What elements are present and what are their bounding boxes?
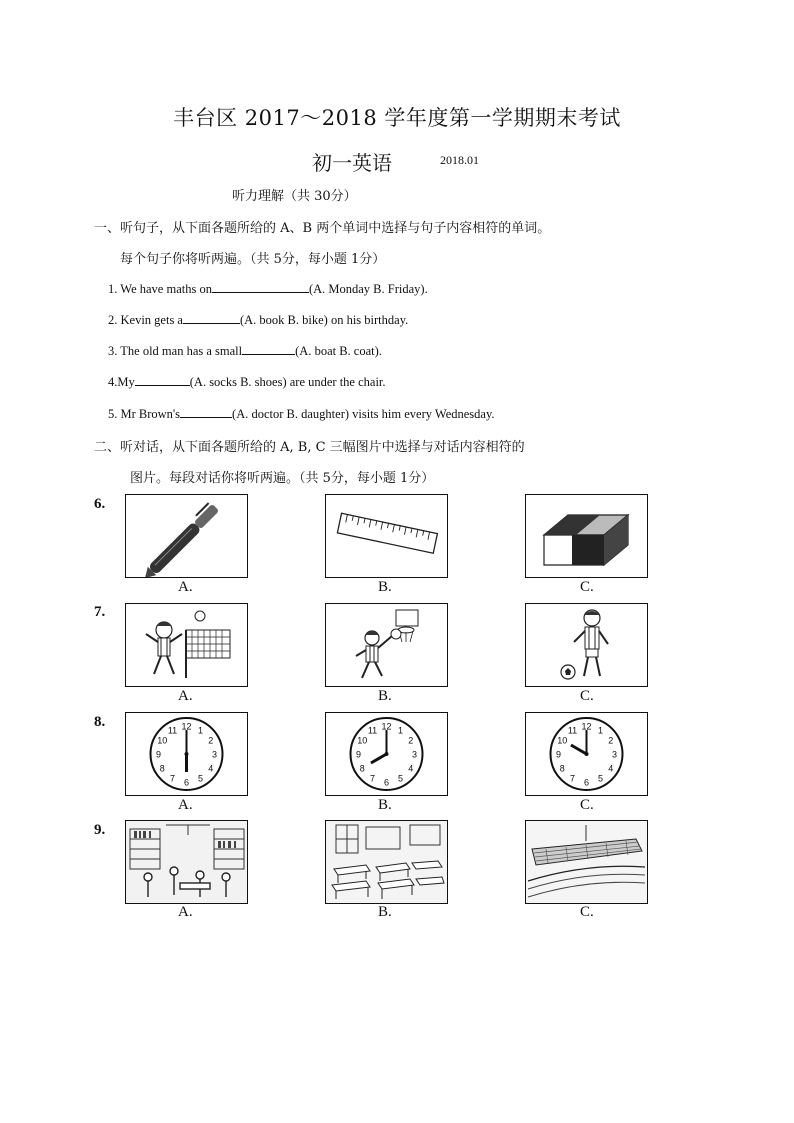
answer-blank-3[interactable] bbox=[242, 342, 295, 355]
clock-number: 2 bbox=[608, 735, 614, 746]
option-8b[interactable] bbox=[325, 712, 448, 796]
clock-number: 5 bbox=[197, 773, 204, 784]
clock-number: 12 bbox=[381, 721, 392, 732]
part2-note: 图片。每段对话你将听两遍。（共 5分，每小题 1分） bbox=[130, 471, 435, 486]
question-2-options: (A. book B. bike) on his birthday. bbox=[239, 313, 409, 327]
section-heading: 听力理解（共 30分） bbox=[232, 189, 357, 204]
option-8c[interactable] bbox=[525, 712, 648, 796]
option-7c-label: C. bbox=[580, 688, 594, 704]
answer-blank-1[interactable] bbox=[212, 280, 309, 293]
question-3-options: (A. boat B. coat). bbox=[295, 344, 382, 358]
clock-number: 3 bbox=[611, 749, 618, 760]
option-6c[interactable] bbox=[525, 494, 648, 578]
part1-note: 每个句子你将听两遍。（共 5分，每小题 1分） bbox=[120, 252, 386, 267]
question-3-text: 3. The old man has a small bbox=[108, 344, 243, 358]
question-1-options: (A. Monday B. Friday). bbox=[308, 282, 428, 296]
question-2-text: 2. Kevin gets a bbox=[108, 313, 183, 327]
answer-blank-4[interactable] bbox=[135, 373, 190, 386]
clock-number: 2 bbox=[208, 735, 214, 746]
question-5 bbox=[108, 405, 495, 422]
clock-number: 4 bbox=[408, 763, 414, 774]
question-5-text: 5. Mr Brown's bbox=[108, 407, 181, 421]
question-8-number: 8. bbox=[94, 714, 106, 730]
clock-number: 12 bbox=[581, 721, 592, 732]
classroom-icon bbox=[326, 821, 447, 903]
option-7a[interactable] bbox=[125, 603, 248, 687]
clock-center bbox=[585, 752, 589, 756]
clock-number: 10 bbox=[357, 735, 368, 746]
clock-number: 7 bbox=[169, 773, 176, 784]
clock-number: 2 bbox=[408, 735, 414, 746]
clock-number: 6 bbox=[183, 777, 190, 788]
option-8c-label: C. bbox=[580, 797, 594, 813]
pen-icon bbox=[126, 495, 247, 577]
library-icon bbox=[126, 821, 247, 903]
question-1 bbox=[108, 280, 428, 297]
clock-number: 1 bbox=[397, 725, 404, 736]
subject-title: 初一英语 bbox=[312, 151, 392, 175]
clock-center bbox=[185, 752, 189, 756]
exam-title: 丰台区 2017～2018 学年度第一学期期末考试 bbox=[173, 106, 621, 130]
option-9a[interactable] bbox=[125, 820, 248, 904]
option-6c-label: C. bbox=[580, 579, 594, 595]
clock-number: 9 bbox=[355, 749, 362, 760]
clock-number: 8 bbox=[359, 763, 365, 774]
clock-number: 3 bbox=[411, 749, 418, 760]
clock-number: 1 bbox=[597, 725, 604, 736]
clock-number: 5 bbox=[597, 773, 604, 784]
clock-number: 4 bbox=[208, 763, 214, 774]
question-6-number: 6. bbox=[94, 496, 106, 512]
option-8b-label: B. bbox=[378, 797, 392, 813]
option-9a-label: A. bbox=[178, 904, 193, 920]
basketball-player-icon bbox=[326, 604, 447, 686]
clock-number: 6 bbox=[583, 777, 590, 788]
question-7-number: 7. bbox=[94, 604, 106, 620]
clock-center bbox=[385, 752, 389, 756]
clock-six-icon bbox=[126, 713, 247, 795]
volleyball-player-icon bbox=[126, 604, 247, 686]
clock-number: 9 bbox=[555, 749, 562, 760]
question-4-text: 4.My bbox=[108, 375, 135, 389]
ruler-icon bbox=[326, 495, 447, 577]
question-3 bbox=[108, 342, 382, 359]
option-7c[interactable] bbox=[525, 603, 648, 687]
clock-number: 12 bbox=[181, 721, 192, 732]
option-8a[interactable] bbox=[125, 712, 248, 796]
clock-number: 1 bbox=[197, 725, 204, 736]
part1-heading: 一、听句子，从下面各题所给的 A、B 两个单词中选择与句子内容相符的单词。 bbox=[94, 221, 551, 236]
clock-number: 10 bbox=[557, 735, 568, 746]
clock-number: 5 bbox=[397, 773, 404, 784]
option-9c[interactable] bbox=[525, 820, 648, 904]
answer-blank-2[interactable] bbox=[183, 311, 240, 324]
clock-number: 11 bbox=[567, 725, 578, 736]
option-6a-label: A. bbox=[178, 579, 193, 595]
option-7b-label: B. bbox=[378, 688, 392, 704]
option-8a-label: A. bbox=[178, 797, 193, 813]
clock-number: 8 bbox=[159, 763, 165, 774]
clock-number: 7 bbox=[369, 773, 376, 784]
clock-number: 6 bbox=[383, 777, 390, 788]
option-9b[interactable] bbox=[325, 820, 448, 904]
question-4 bbox=[108, 373, 386, 390]
answer-blank-5[interactable] bbox=[180, 405, 232, 418]
clock-eight-icon bbox=[326, 713, 447, 795]
question-1-text: 1. We have maths on bbox=[108, 282, 212, 296]
question-4-options: (A. socks B. shoes) are under the chair. bbox=[189, 375, 386, 389]
part2-heading: 二、听对话，从下面各题所给的 A, B, C 三幅图片中选择与对话内容相符的 bbox=[94, 440, 525, 455]
clock-ten-icon bbox=[526, 713, 647, 795]
option-9c-label: C. bbox=[580, 904, 594, 920]
football-player-icon bbox=[526, 604, 647, 686]
clock-number: 10 bbox=[157, 735, 168, 746]
clock-number: 11 bbox=[167, 725, 178, 736]
eraser-icon bbox=[526, 495, 647, 577]
option-6b[interactable] bbox=[325, 494, 448, 578]
clock-number: 7 bbox=[569, 773, 576, 784]
option-9b-label: B. bbox=[378, 904, 392, 920]
clock-number: 4 bbox=[608, 763, 614, 774]
question-9-number: 9. bbox=[94, 822, 106, 838]
option-6a[interactable] bbox=[125, 494, 248, 578]
question-2 bbox=[108, 311, 408, 328]
stadium-icon bbox=[526, 821, 647, 903]
option-6b-label: B. bbox=[378, 579, 392, 595]
option-7a-label: A. bbox=[178, 688, 193, 704]
exam-date: 2018.01 bbox=[440, 153, 479, 167]
clock-number: 9 bbox=[155, 749, 162, 760]
option-7b[interactable] bbox=[325, 603, 448, 687]
clock-number: 3 bbox=[211, 749, 218, 760]
question-5-options: (A. doctor B. daughter) visits him every Wednesday. bbox=[232, 407, 495, 421]
clock-number: 11 bbox=[367, 725, 378, 736]
clock-number: 8 bbox=[559, 763, 565, 774]
